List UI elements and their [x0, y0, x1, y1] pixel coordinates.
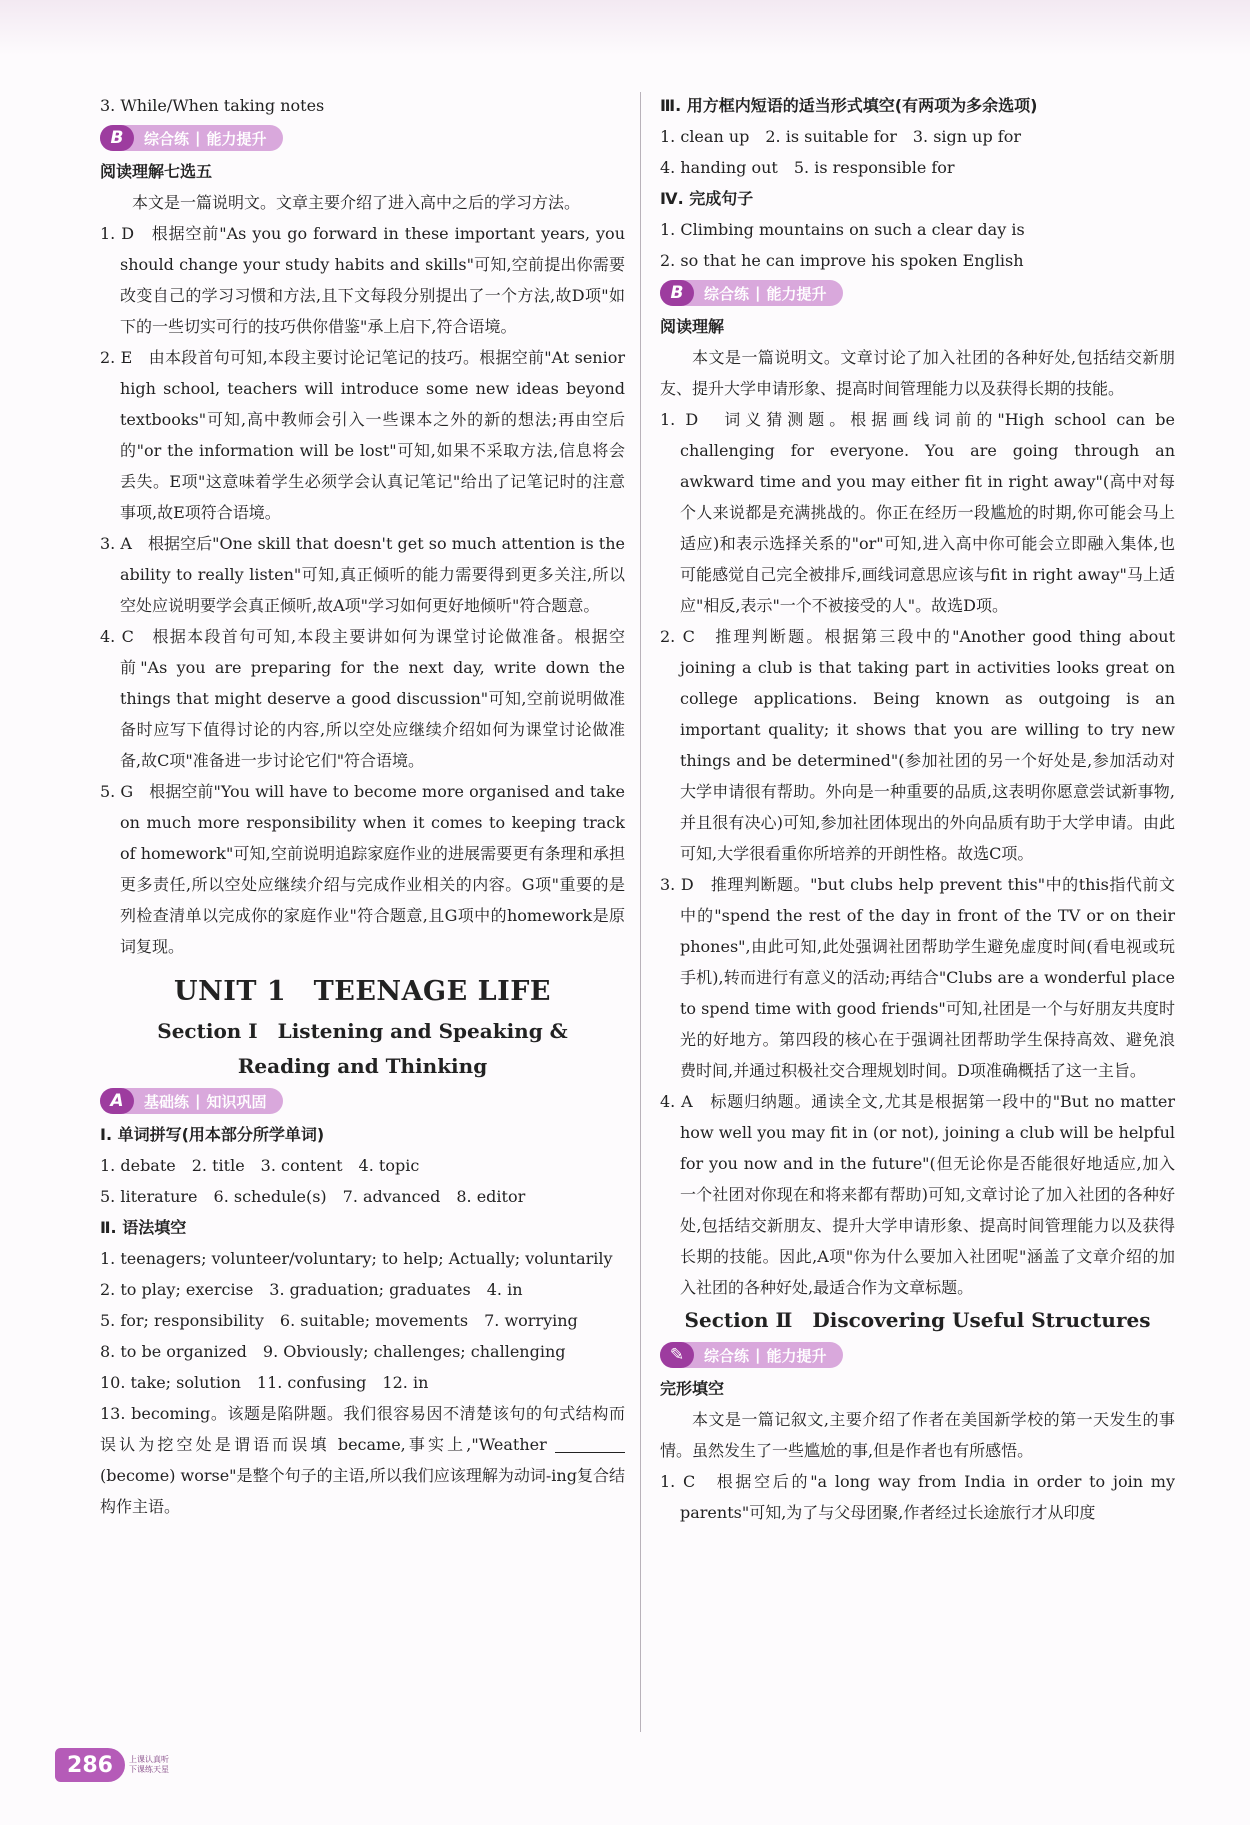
answer-item: 2. C 推理判断题。根据第三段中的"Another good thing about joining a club is that taking part in activities looks great on college applications. Being known as outgoing is an important quality; it shows that you are willing to try new things and be determined"(参加社团的另一个好处是,参加活动对大学申请很有帮助。外向是一种重要的品质,这表明你愿意尝试新事物,并且很有决心)可知,参加社团体现出的外向品质有助于大学申请。由此可知,大学很看重你所培养的开朗性格。故选C项。	[660, 627, 1175, 863]
banner-separator: |	[195, 1092, 201, 1110]
part1-heading: Ⅰ. 单词拼写(用本部分所学单词)	[100, 1125, 325, 1144]
answer-item: 5. G 根据空前"You will have to become more organised and take on much more responsibility when it comes to keeping track of homework"可知,空前说明追踪家庭作业的进展需要更有条理和承担更多责任,所以空处应继续介绍与完成作业相关的内容。G项"重要的是列检查清单以完成你的家庭作业"符合题意,且G项中的homework是原词复现。	[100, 782, 625, 956]
answer-line: 5. literature 6. schedule(s) 7. advanced 8. editor	[100, 1187, 526, 1206]
fill-blank	[555, 1436, 625, 1453]
cloze-intro: 本文是一篇记叙文,主要介绍了作者在美国新学校的第一天发生的事情。虽然发生了一些尴尬的事,但是作者也有所感悟。	[660, 1410, 1175, 1460]
banner-title: 基础练	[144, 1092, 190, 1111]
part4-heading: Ⅳ. 完成句子	[660, 189, 754, 208]
banner-subtitle: 知识巩固	[206, 1092, 267, 1111]
answer-line: 1. debate 2. title 3. content 4. topic	[100, 1156, 420, 1175]
motto-line: 下课练天星	[129, 1765, 169, 1774]
banner-title: 综合练	[704, 284, 750, 303]
reading-intro: 本文是一篇说明文。文章讨论了加入社团的各种好处,包括结交新朋友、提升大学申请形象、提高时间管理能力以及获得长期的技能。	[660, 348, 1175, 398]
answer-item: 3. D 推理判断题。"but clubs help prevent this"中的this指代前文中的"spend the rest of the day in front of the TV or on their phones",由此可知,此处强调社团帮助学生避免虚度时间(看电视或玩手机),转而进行有意义的活动;再结合"Clubs are a wonderful place to spend time with good friends"可知,社团是一个与好朋友共度时光的好地方。第四段的核心在于强调社团帮助学生保持高效、避免浪费时间,并通过积极社交合理规划时间。D项准确概括了这一主旨。	[660, 875, 1175, 1080]
banner-subtitle: 能力提升	[206, 129, 267, 148]
answer-line: 10. take; solution 11. confusing 12. in	[100, 1373, 429, 1392]
answer-item: 1. D 根据空前"As you go forward in these important years, you should change your study habits and skills"可知,空前提出你需要改变自己的学习习惯和方法,且下文每段分别提出了一个方法,故D项"如下的一些切实可行的技巧供你借鉴"承上启下,符合语境。	[100, 224, 625, 336]
banner-subtitle: 能力提升	[766, 284, 827, 303]
answer-line: 4. handing out 5. is responsible for	[660, 158, 955, 177]
answer-item: 1. D 词义猜测题。根据画线词前的"High school can be challenging for everyone. You are going through an awkward time and you may either fit in right away"(高中对每个人来说都是充满挑战的。你正在经历一段尴尬的时期,你可能会马上适应)和表示选择关系的"or"可知,进入高中你可能会立即融入集体,也可能感觉自己完全被排斥,画线词意思应该与fit in right away"马上适应"相反,表示"一个不被接受的人"。故选D项。	[660, 410, 1175, 615]
answer-item: 4. A 标题归纳题。通读全文,尤其是根据第一段中的"But no matter how well you may fit in (or not), joining a club will be helpful for you now and in the future"(但无论你是否能很好地适应,加入一个社团对你现在和将来都有帮助)可知,文章讨论了加入社团的各种好处,包括结交新朋友、提升大学申请形象、提高时间管理能力以及获得长期的技能。因此,A项"你为什么要加入社团呢"涵盖了文章介绍的加入社团的各种好处,最适合作为文章标题。	[660, 1092, 1175, 1297]
right-column	[660, 90, 1175, 1528]
item13-text-a: 13. becoming。该题是陷阱题。我们很容易因不清楚该句的句式结构而误认为挖空处是谓语而误填 became,事实上,"Weather	[100, 1404, 625, 1454]
answer-item: 2. E 由本段首句可知,本段主要讨论记笔记的技巧。根据空前"At senior high school, teachers will introduce some new ideas beyond textbooks"可知,高中教师会引入一些课本之外的新的想法;再由空后的"or the information will be lost"可知,如果不采取方法,信息将会丢失。E项"这意味着学生必须学会认真记笔记"给出了记笔记时的注意事项,故E项符合语境。	[100, 348, 625, 522]
motto-line: 上课认真听	[129, 1755, 169, 1764]
answer-item: 1. C 根据空后的"a long way from India in order to join my parents"可知,为了与父母团聚,作者经过长途旅行才从印度	[660, 1472, 1175, 1522]
footer-motto	[129, 1755, 169, 1775]
banner-subtitle: 能力提升	[766, 1346, 827, 1365]
pencil-icon: ✎	[660, 1342, 694, 1368]
answer-item: 3. A 根据空后"One skill that doesn't get so much attention is the ability to really listen"可知,真正倾听的能力需要得到更多关注,所以空处应说明要学会真正倾听,故A项"学习如何更好地倾听"符合题意。	[100, 534, 625, 615]
section-banner-b	[100, 125, 283, 151]
banner-badge: A	[100, 1088, 134, 1114]
answer-item: 4. C 根据本段首句可知,本段主要讲如何为课堂讨论做准备。根据空前"As you are preparing for the next day, write down the things that might deserve a good discussion"可知,空前说明做准备时应写下值得讨论的内容,所以空处应继续介绍如何为课堂讨论做准备,故C项"准备进一步讨论它们"符合语境。	[100, 627, 625, 770]
answer-line: 2. to play; exercise 3. graduation; graduates 4. in	[100, 1280, 523, 1299]
part2-heading: Ⅱ. 语法填空	[100, 1218, 187, 1237]
reading-heading: 阅读理解	[660, 317, 725, 336]
answer-line: 1. clean up 2. is suitable for 3. sign up for	[660, 127, 1022, 146]
section-banner-pencil	[660, 1342, 843, 1368]
unit-title: UNIT 1 TEENAGE LIFE	[174, 976, 551, 1007]
section-title-line2: Reading and Thinking	[237, 1054, 488, 1078]
banner-badge: B	[100, 125, 134, 151]
part3-heading: Ⅲ. 用方框内短语的适当形式填空(有两项为多余选项)	[660, 96, 1038, 115]
section-title-line1: Section Ⅰ Listening and Speaking &	[157, 1019, 568, 1043]
page-footer	[55, 1748, 169, 1782]
section-banner-b	[660, 280, 843, 306]
left-column	[100, 90, 625, 1522]
answer-item-13	[100, 1398, 625, 1522]
answer-line: 2. so that he can improve his spoken English	[660, 251, 1024, 270]
column-divider	[640, 92, 641, 1732]
reading7-intro: 本文是一篇说明文。文章主要介绍了进入高中之后的学习方法。	[132, 193, 581, 212]
answer-line: 8. to be organized 9. Obviously; challenges; challenging	[100, 1342, 566, 1361]
banner-title: 综合练	[144, 129, 190, 148]
banner-separator: |	[195, 129, 201, 147]
item13-text-b: (become) worse"是整个句子的主语,所以我们应该理解为动词-ing复合结构作主语。	[100, 1466, 625, 1516]
section-banner-a	[100, 1088, 283, 1114]
answer-line: 3. While/When taking notes	[100, 96, 325, 115]
banner-separator: |	[755, 284, 761, 302]
answer-line: 5. for; responsibility 6. suitable; movements 7. worrying	[100, 1311, 578, 1330]
page-number: 286	[55, 1748, 125, 1782]
banner-title: 综合练	[704, 1346, 750, 1365]
banner-badge: B	[660, 280, 694, 306]
section2-title: Section Ⅱ Discovering Useful Structures	[684, 1308, 1151, 1332]
top-band	[0, 0, 1250, 55]
answer-line: 1. teenagers; volunteer/voluntary; to help; Actually; voluntarily	[100, 1249, 613, 1268]
cloze-heading: 完形填空	[660, 1379, 725, 1398]
answer-line: 1. Climbing mountains on such a clear day is	[660, 220, 1025, 239]
reading7-heading: 阅读理解七选五	[100, 162, 213, 181]
banner-separator: |	[755, 1346, 761, 1364]
